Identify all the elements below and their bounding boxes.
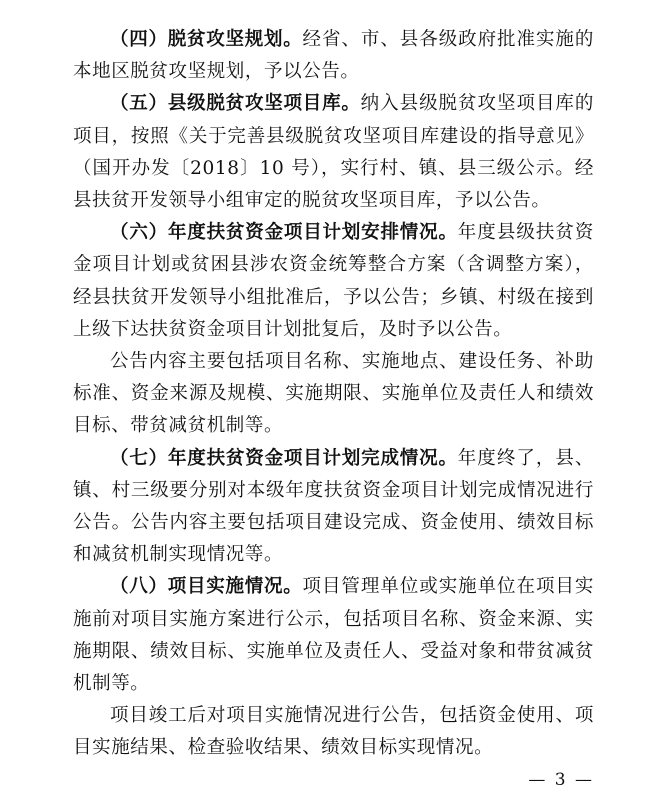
- paragraph-project-library-text: 纳入县级脱贫攻坚项目库的项目，按照《关于完善县级脱贫攻坚项目库建设的指导意见》（国开办发〔2018〕10 号），实行村、镇、县三级公示。经县扶贫开发领导小组审定的脱贫攻坚项目库，予以公告。: [73, 93, 595, 212]
- paragraph-annual-plan: [73, 217, 594, 346]
- heading-project-library: （五）县级脱贫攻坚项目库。: [110, 93, 361, 115]
- heading-annual-plan: （六）年度扶贫资金项目计划安排情况。: [110, 222, 458, 244]
- paragraph-annual-completion: [73, 443, 594, 572]
- heading-annual-completion: （七）年度扶贫资金项目计划完成情况。: [110, 447, 458, 469]
- paragraph-announcement-content: [73, 346, 594, 443]
- paragraph-annual-plan-text: 年度县级扶贫资金项目计划或贫困县涉农资金统筹整合方案（含调整方案），经县扶贫开发领导小组批准后，予以公告；乡镇、村级在接到上级下达扶贫资金项目计划批复后，及时予以公告。: [73, 222, 595, 340]
- paragraph-announcement-content-text: 公告内容主要包括项目名称、实施地点、建设任务、补助标准、资金来源及规模、实施期限、实施单位及责任人和绩效目标、带贫减贫机制等。: [73, 351, 594, 437]
- paragraph-project-implementation: [73, 571, 594, 700]
- paragraph-project-completion: [73, 700, 594, 764]
- paragraph-project-library: [73, 88, 594, 217]
- paragraph-plan-text: 经省、市、县各级政府批准实施的本地区脱贫攻坚规划，予以公告。: [73, 29, 594, 83]
- paragraph-project-completion-text: 项目竣工后对项目实施情况进行公告，包括资金使用、项目实施结果、检查验收结果、绩效目标实现情况。: [73, 705, 594, 759]
- paragraph-project-implementation-text: 项目管理单位或实施单位在项目实施前对项目实施方案进行公示，包括项目名称、资金来源、实施期限、绩效目标、实施单位及责任人、受益对象和带贫减贫机制等。: [73, 576, 594, 695]
- page-number: — 3 —: [528, 770, 594, 790]
- paragraph-plan: [73, 24, 594, 88]
- heading-project-implementation: （八）项目实施情况。: [110, 576, 303, 598]
- heading-plan: （四）脱贫攻坚规划。: [110, 29, 303, 50]
- paragraph-annual-completion-text: 年度终了，县、镇、村三级要分别对本级年度扶贫资金项目计划完成情况进行公告。公告内容主要包括项目建设完成、资金使用、绩效目标和减贫机制实现情况等。: [73, 447, 595, 566]
